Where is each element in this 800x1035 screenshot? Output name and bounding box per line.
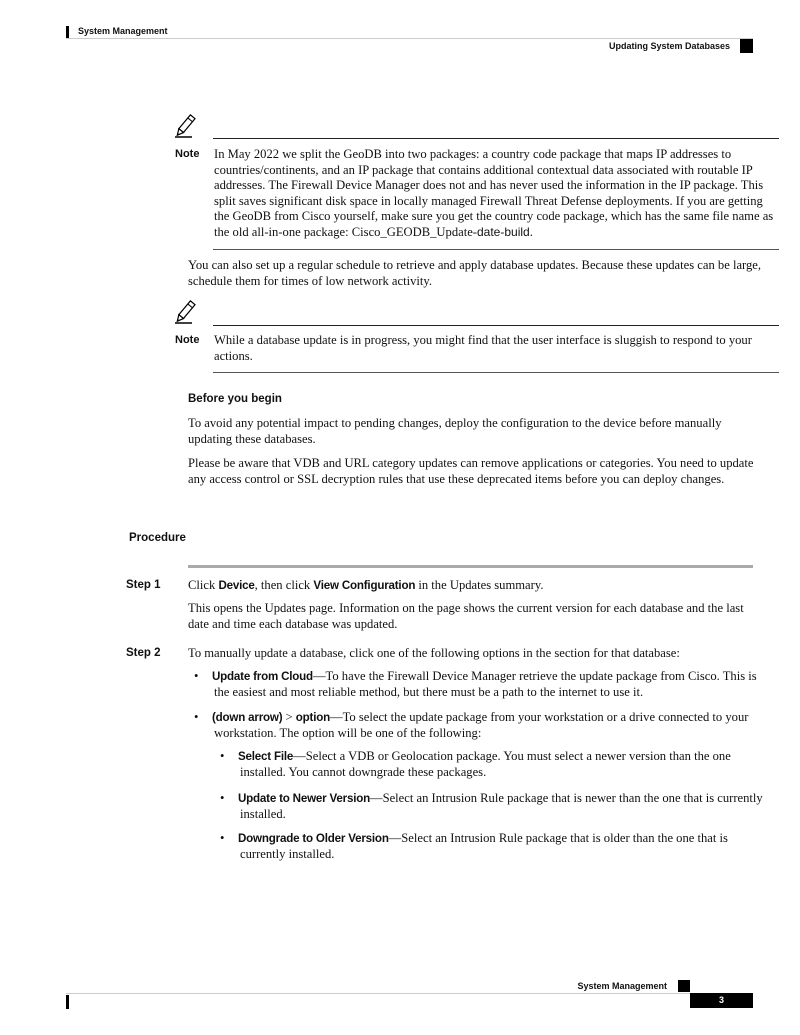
- note-label: Note: [175, 148, 200, 160]
- header-book-title: System Management: [78, 26, 168, 36]
- footer-rule: [66, 993, 753, 994]
- step-1-text: [188, 578, 758, 594]
- list-item-text: —To have the Firewall Device Manager retrieve the update package from Cisco. This is the easiest and most reliable method, but there must be a path to the internet to use it.: [214, 669, 757, 699]
- procedure-heading: Procedure: [129, 532, 186, 544]
- before-paragraph-1: To avoid any potential impact to pending changes, deploy the configuration to the device before manually updating these databases.: [188, 416, 722, 446]
- note-pencil-icon: [172, 299, 198, 325]
- list-item-separator: >: [282, 710, 296, 724]
- down-arrow-term: (down arrow): [212, 711, 283, 724]
- sub-list-item-text: —Select a VDB or Geolocation package. You must select a newer version than the one installed. You cannot downgrade these packages.: [240, 749, 731, 779]
- page-number: 3: [690, 993, 753, 1008]
- before-paragraph-2: Please be aware that VDB and URL category updates can remove applications or categories. You need to update any access control or SSL decryption rules that use these deprecated items before you can deploy changes.: [188, 456, 754, 486]
- step-2-intro: To manually update a database, click one of the following options in the section for that database:: [188, 646, 680, 660]
- update-newer-version-term: Update to Newer Version: [238, 792, 370, 805]
- list-item-text: —To select the update package from your workstation or a drive connected to your workstation. The option will be one of the following:: [214, 710, 749, 740]
- procedure-rule: [188, 565, 753, 568]
- sub-list-item-text: —Select an Intrusion Rule package that is newer than the one that is currently installed.: [240, 791, 763, 821]
- note-text: While a database update is in progress, you might find that the user interface is sluggish to respond to your actions.: [214, 333, 752, 363]
- step-1-t2: , then click: [254, 578, 314, 592]
- list-item: • Update from Cloud—To have the Firewall Device Manager retrieve the update package from Cisco. This is the easiest and most reliable method, but there must be a path to the internet to use it.: [194, 669, 757, 699]
- list-item: • (down arrow) > option—To select the update package from your workstation or a drive connected to your workstation. The option will be one of the following:: [194, 710, 749, 740]
- note-top-rule: [213, 325, 779, 326]
- note-top-rule: [213, 138, 779, 139]
- downgrade-older-version-term: Downgrade to Older Version: [238, 832, 389, 845]
- update-from-cloud-term: Update from Cloud: [212, 670, 313, 683]
- note-bottom-rule: [213, 372, 779, 373]
- header-section-title: Updating System Databases: [608, 41, 730, 51]
- before-heading: Before you begin: [188, 393, 282, 405]
- sub-list-item-text: —Select an Intrusion Rule package that is older than the one that is currently installed.: [240, 831, 728, 861]
- step-1-label: Step 1: [126, 579, 161, 591]
- note-text: [214, 147, 780, 240]
- step-1-detail: This opens the Updates page. Information on the page shows the current version for each database and the last date and time each database was updated.: [188, 601, 744, 631]
- select-file-term: Select File: [238, 750, 294, 763]
- header-right-block: [740, 39, 753, 53]
- footer-book-title: System Management: [577, 981, 667, 991]
- step-2-label: Step 2: [126, 647, 161, 659]
- footer-left-bar: [66, 995, 69, 1009]
- sub-list-item: • Select File—Select a VDB or Geolocation package. You must select a newer version than the one installed. You cannot downgrade these packages.: [220, 749, 731, 779]
- step-1-t1: Click: [188, 578, 219, 592]
- sub-list-item: • Downgrade to Older Version—Select an Intrusion Rule package that is older than the one that is currently installed.: [220, 831, 728, 861]
- device-ui-term: Device: [218, 579, 255, 592]
- option-term: option: [295, 711, 331, 724]
- header-rule: [66, 38, 753, 39]
- schedule-paragraph: You can also set up a regular schedule to retrieve and apply database updates. Because these updates can be large, schedule them for times of low network activity.: [188, 258, 762, 288]
- note-text-main: In May 2022 we split the GeoDB into two packages: a country code package that maps IP addresses to countries/continents, and an IP package that contains additional contextual data associated with routable IP addresses. The Firewall Device Manager does not and has never used the information in the IP package. This split saves significant disk space in locally managed Firewall Threat Defense deployments. If you are getting the GeoDB from Cisco yourself, make sure you get the country code package, which has the same file name as the old all-in-one package: Cisco_GEODB_Update-: [214, 147, 774, 239]
- footer-block: [678, 980, 690, 992]
- note-code-text: date-build: [477, 224, 530, 239]
- note-text-end: .: [529, 224, 533, 239]
- note-label: Note: [175, 334, 200, 346]
- note-pencil-icon: [172, 113, 198, 139]
- step-1-t3: in the Updates summary.: [415, 578, 544, 592]
- sub-list-item: • Update to Newer Version—Select an Intrusion Rule package that is newer than the one that is currently installed.: [220, 791, 763, 821]
- view-configuration-ui-term: View Configuration: [313, 579, 416, 592]
- note-bottom-rule: [213, 249, 779, 250]
- header-left-bar: [66, 26, 69, 38]
